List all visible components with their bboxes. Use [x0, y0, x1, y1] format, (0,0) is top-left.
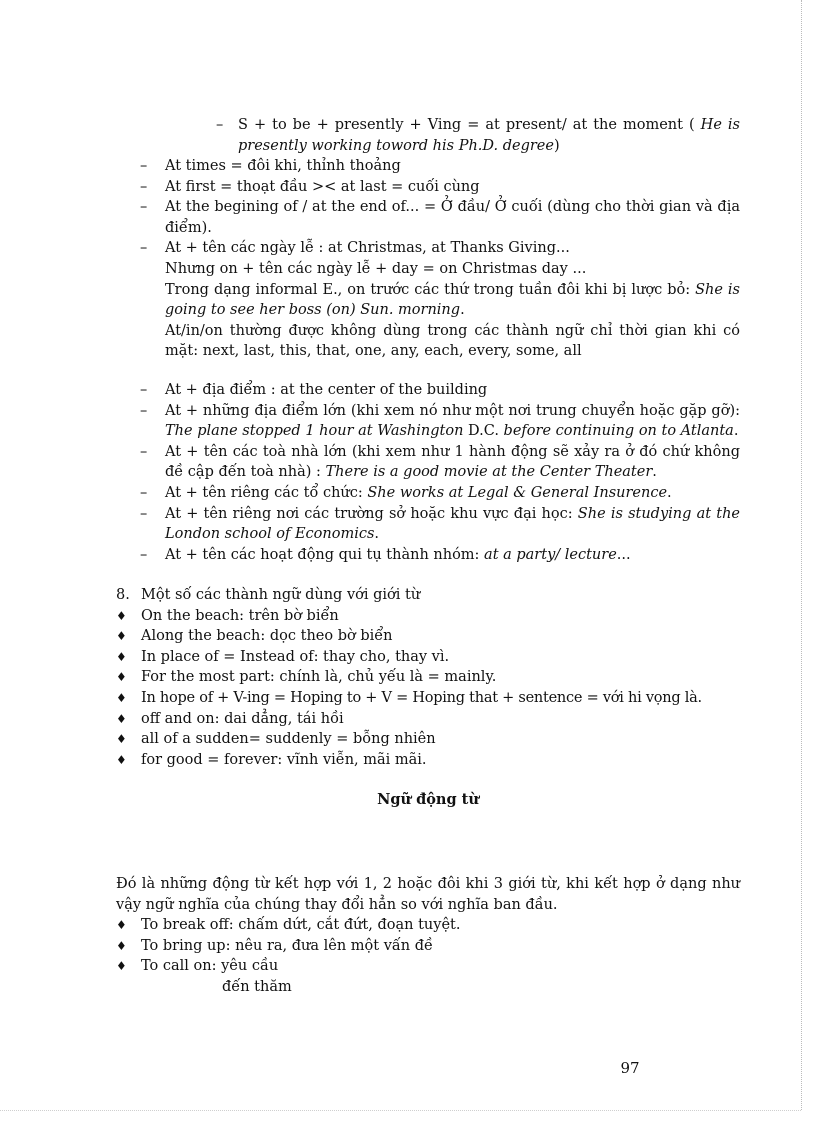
- list-item-text: At + địa điểm : at the center of the building: [165, 382, 488, 398]
- phrasal-section: [116, 874, 740, 998]
- diamond-bullet-icon: ♦: [116, 711, 127, 726]
- list-item: [116, 606, 740, 627]
- page-number: 97: [620, 1059, 640, 1077]
- list-item-text: At + tên các toà nhà lớn (khi xem như 1 hành động sẽ xảy ra ở đó chứ không đề cập đến toà nhà) :: [165, 443, 740, 481]
- list-item-example: She works at Legal & General Insurence: [367, 484, 668, 501]
- list-item-text: In hope of + V-ing = Hoping to + V = Hoping that + sentence = với hi vọng là.: [141, 689, 702, 706]
- at-list: [140, 156, 740, 362]
- list-item: [116, 936, 740, 957]
- list-item: [140, 380, 740, 401]
- list-item-text: On the beach: trên bờ biển: [141, 607, 339, 624]
- list-item-text: At times = đôi khi, thỉnh thoảng: [165, 158, 401, 174]
- section-title: Ngữ động từ: [377, 791, 479, 808]
- list-item: [140, 197, 740, 238]
- diamond-bullet-icon: ♦: [116, 670, 127, 685]
- list-item: [140, 483, 740, 504]
- dash-marker: –: [140, 199, 148, 216]
- diamond-bullet-icon: ♦: [116, 629, 127, 644]
- dash-marker: –: [140, 402, 148, 419]
- list-item-text: for good = forever: vĩnh viễn, mãi mãi.: [141, 751, 427, 768]
- list-item-text: For the most part: chính là, chủ yếu là = mainly.: [141, 669, 497, 686]
- list-item-tail: .: [374, 526, 380, 543]
- list-item: [140, 238, 740, 362]
- list-item-text: At the begining of / at the end of... = Ở đầu/ Ở cuối (dùng cho thời gian và địa điểm).: [165, 199, 740, 236]
- list-item-tail: .: [733, 423, 739, 440]
- list-item: [116, 709, 740, 730]
- list-item-text: At + tên các ngày lễ : at Christmas, at Thanks Giving...: [165, 240, 570, 257]
- list-item-text: Along the beach: dọc theo bờ biển: [141, 628, 393, 645]
- list-item-text: Nhưng on + tên các ngày lễ + day = on Christmas day ...: [165, 260, 587, 277]
- top-item-text: S + to be + presently + Ving = at present/ at the moment (: [238, 117, 701, 133]
- dash-marker: –: [140, 158, 148, 174]
- informal-example: She is going to see her boss (on) Sun. morning: [165, 281, 740, 319]
- diamond-bullet-icon: ♦: [116, 649, 127, 664]
- section-heading: [116, 585, 740, 606]
- informal-note: [165, 280, 740, 321]
- list-item: [140, 177, 740, 198]
- list-item-tail: ...: [616, 546, 631, 563]
- dash-marker: –: [140, 443, 148, 460]
- list-item-text: off and on: dai dẳng, tái hồi: [141, 710, 344, 727]
- list-item-example: The plane stopped 1 hour at Washington: [165, 423, 464, 440]
- informal-text: Trong dạng informal E., on trước các thứ trong tuần đôi khi bị lược bỏ:: [165, 281, 696, 298]
- dash-marker: –: [140, 382, 148, 398]
- page-border-right: [801, 0, 802, 1110]
- list-item: [116, 915, 740, 936]
- list-item: [140, 156, 740, 177]
- list-item: [140, 442, 740, 483]
- diamond-bullet-icon: ♦: [116, 938, 127, 953]
- list-item: [116, 626, 740, 647]
- dash-marker: –: [140, 546, 148, 563]
- list-item-text: At first = thoạt đầu >< at last = cuối cùng: [165, 178, 480, 195]
- diamond-bullet-icon: ♦: [116, 959, 127, 974]
- list-item: [140, 504, 740, 545]
- list-item: [116, 647, 740, 668]
- diamond-bullet-icon: ♦: [116, 608, 127, 623]
- intro-paragraph: Đó là những động từ kết hợp với 1, 2 hoặc đôi khi 3 giới từ, khi kết hợp ở dạng như vậy ngữ nghĩa của chúng thay đổi hẳn so với nghĩa ban đầu.: [116, 876, 740, 913]
- list-item-text: all of a sudden= suddenly = bỗng nhiên: [141, 731, 436, 748]
- informal-end: .: [460, 302, 465, 319]
- list-item: [116, 688, 740, 709]
- list-item-mid: D.C.: [463, 423, 504, 440]
- diamond-bullet-icon: ♦: [116, 918, 127, 933]
- list-item-example: There is a good movie at the Center Theater: [325, 464, 653, 481]
- list-item: [116, 750, 740, 771]
- dash-marker: –: [140, 240, 148, 257]
- list-item-tail: .: [652, 464, 657, 481]
- diamond-bullet-icon: ♦: [116, 752, 127, 767]
- list-item: [116, 667, 740, 688]
- place-list: [140, 380, 740, 565]
- usage-note: At/in/on thường được không dùng trong các thành ngữ chỉ thời gian khi có mặt: next, last, this, that, one, any, each, every, some, all: [165, 322, 740, 360]
- list-item-text: At + những địa điểm lớn (khi xem nó như một nơi trung chuyển hoặc gặp gỡ):: [165, 402, 740, 419]
- diamond-bullet-icon: ♦: [116, 690, 127, 705]
- dash-marker: –: [140, 484, 148, 501]
- section-8: [116, 585, 740, 770]
- section-heading-text: Một số các thành ngữ dùng với giới từ: [141, 587, 421, 603]
- list-item: [140, 401, 740, 442]
- list-item-example: at a party/ lecture: [484, 546, 617, 563]
- dash-marker: –: [140, 505, 148, 522]
- list-item-tail: .: [667, 484, 672, 501]
- top-item-example: He is presently working toword his Ph.D. degree: [238, 117, 740, 154]
- dash-marker: –: [140, 178, 148, 195]
- list-item-text: To call on: yêu cầu: [141, 958, 279, 975]
- top-item: [216, 115, 740, 156]
- section-number: 8.: [116, 587, 130, 603]
- top-item-row: [216, 115, 740, 156]
- list-item: [116, 729, 740, 750]
- list-item: [116, 956, 740, 977]
- list-item-text: At + tên riêng các tổ chức:: [165, 484, 368, 501]
- dash-marker: –: [216, 117, 224, 133]
- page-border-bottom: [0, 1110, 801, 1111]
- list-item-example: before continuing on to Atlanta: [503, 423, 734, 440]
- list-item-text: At + tên riêng nơi các trường sở hoặc khu vực đại học:: [165, 505, 578, 522]
- list-item-continuation: đến thăm: [222, 978, 292, 995]
- list-item: [140, 545, 740, 566]
- list-item-text: In place of = Instead of: thay cho, thay vì.: [141, 648, 450, 665]
- list-item-text: At + tên các hoạt động qui tụ thành nhóm:: [165, 546, 485, 563]
- diamond-bullet-icon: ♦: [116, 732, 127, 747]
- list-item-text: To bring up: nêu ra, đưa lên một vấn đề: [141, 937, 433, 954]
- list-item-text: To break off: chấm dứt, cắt đứt, đoạn tuyệt.: [141, 917, 461, 934]
- top-item-tail: ): [553, 137, 560, 154]
- list-item-example: She is studying at the London school of Economics: [165, 505, 740, 543]
